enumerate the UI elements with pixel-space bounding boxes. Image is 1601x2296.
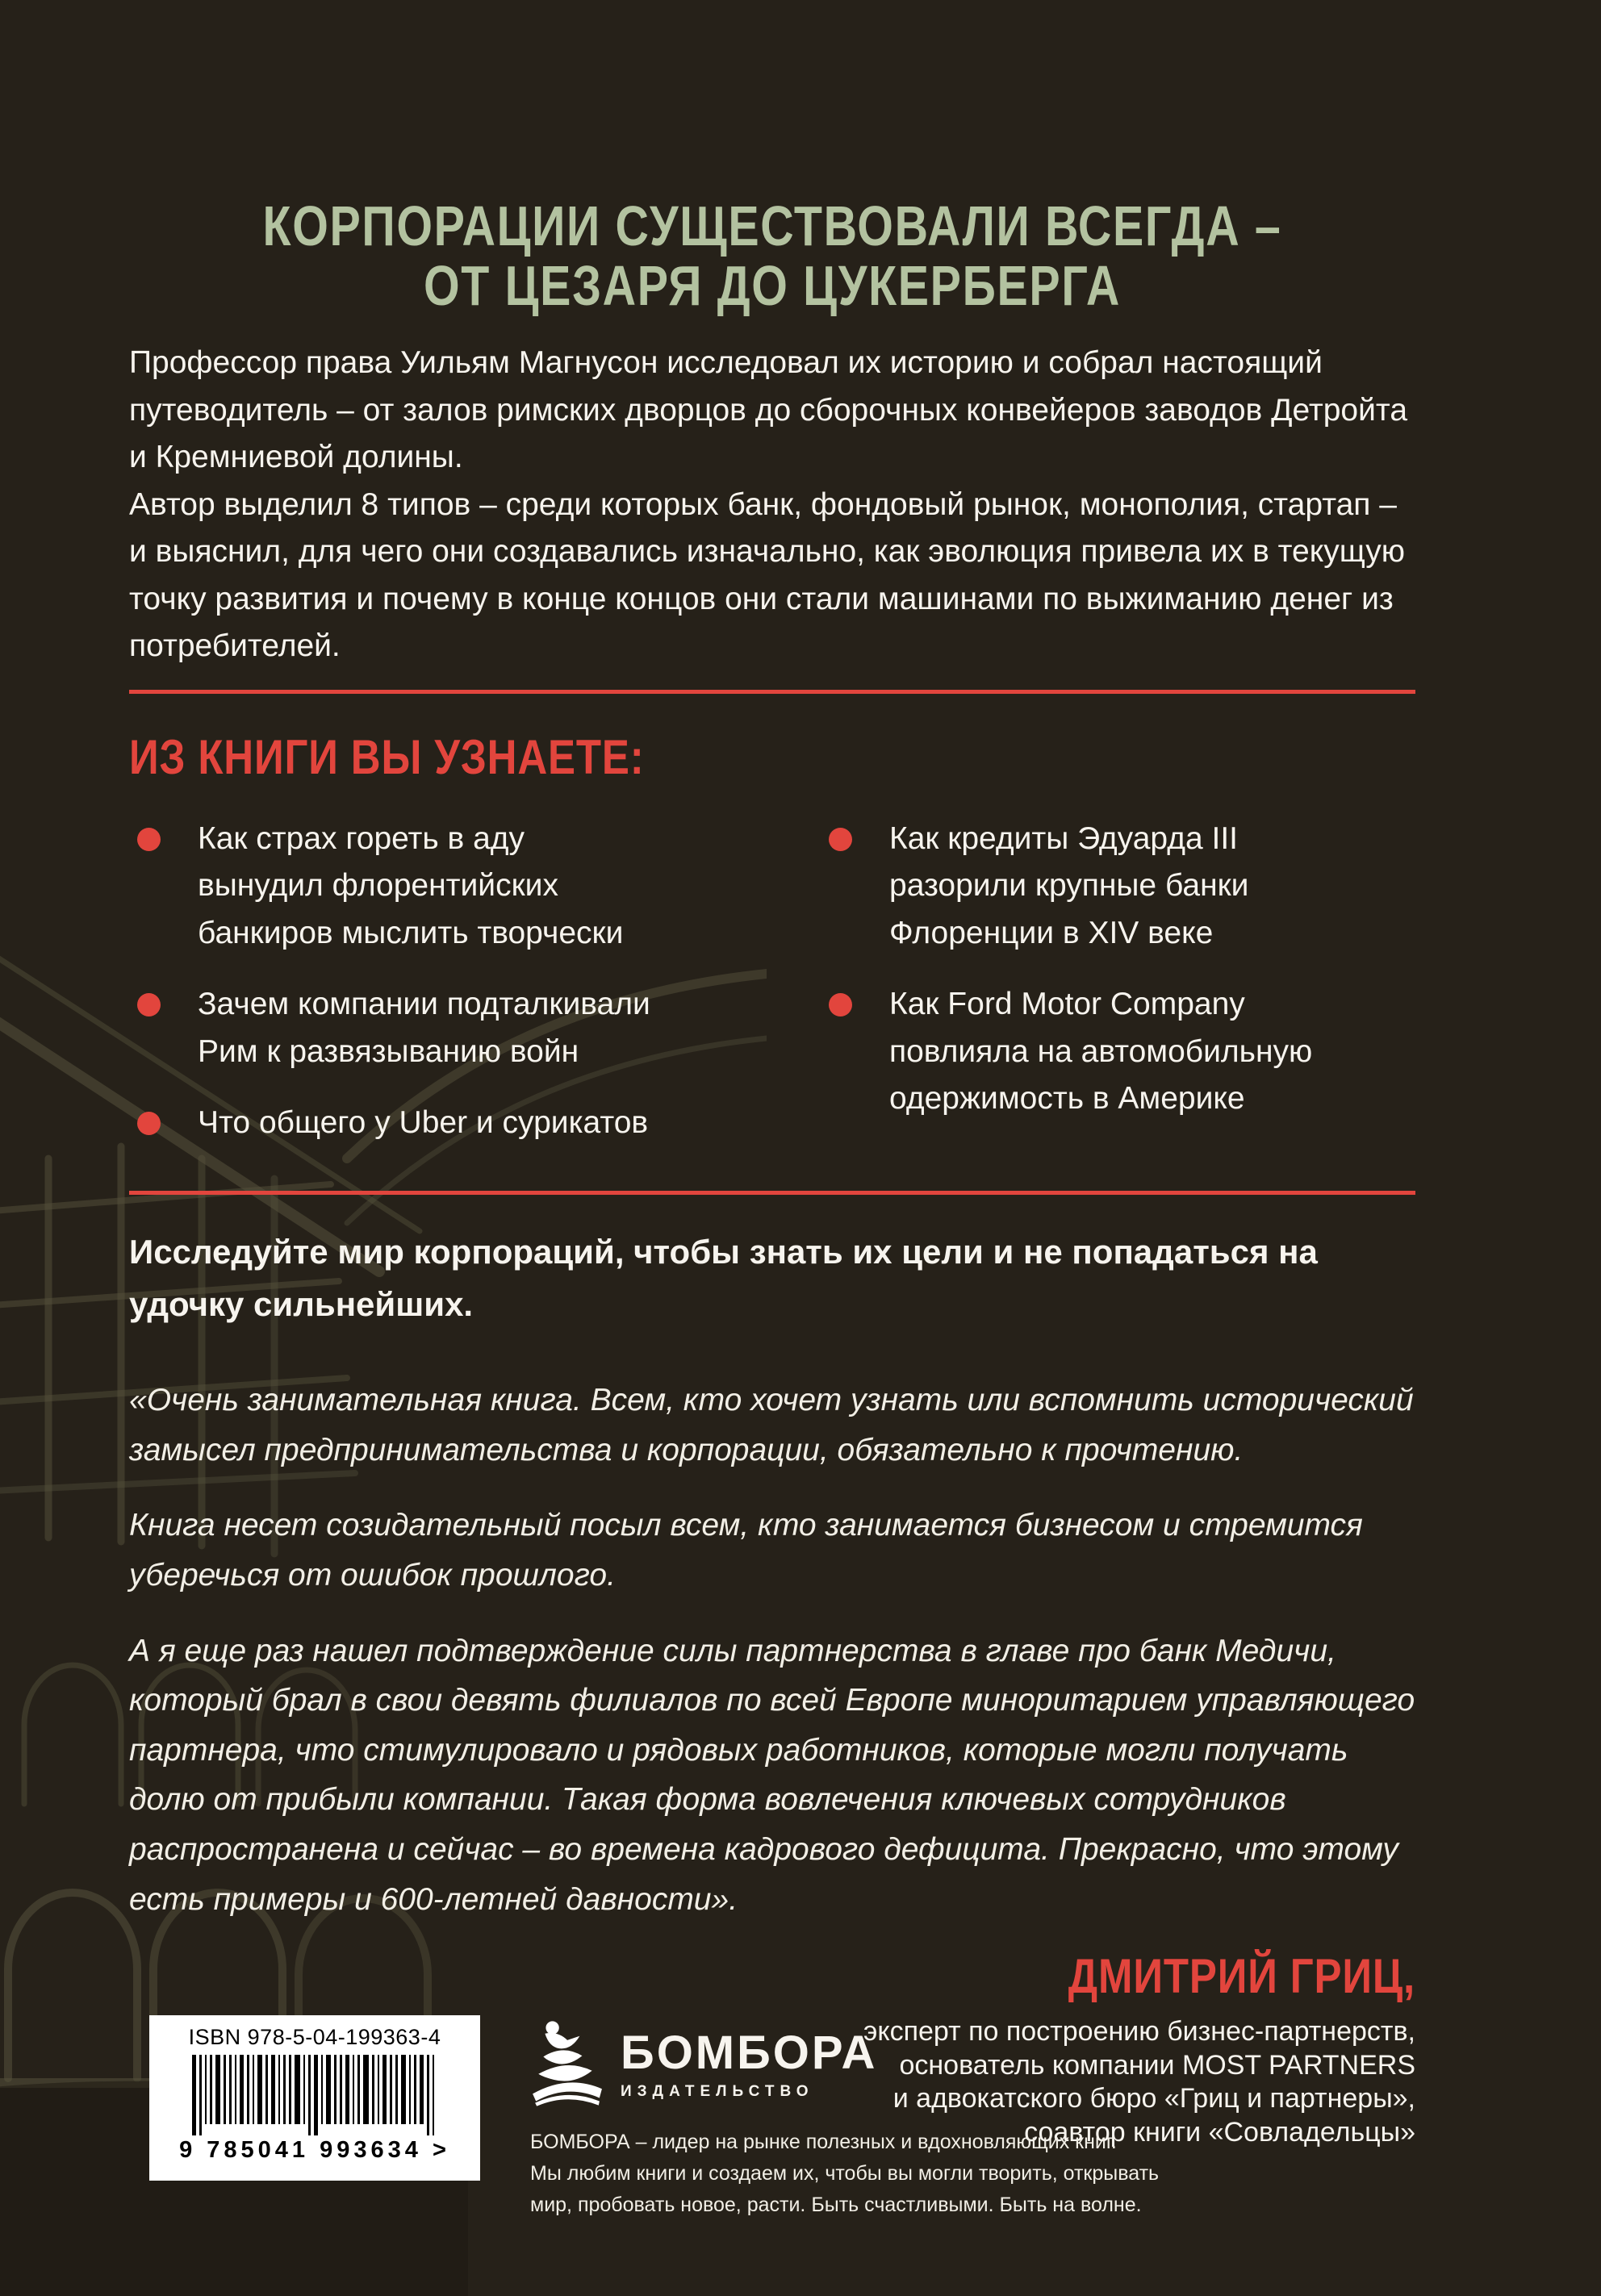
list-item-text: Зачем компании подталкивали Рим к развязыванию войн (198, 987, 650, 1069)
isbn-block (149, 2015, 480, 2181)
intro-text (129, 340, 1415, 670)
reviewer-credential: соавтор книги «Совладельцы» (1024, 2116, 1415, 2148)
publisher-logo (530, 2018, 1159, 2107)
learn-list-left-column (129, 816, 724, 1171)
footer-block (149, 2015, 1159, 2220)
page-title (129, 0, 1415, 318)
bombora-logo-icon (530, 2018, 604, 2107)
learn-section-heading: ИЗ КНИГИ ВЫ УЗНАЕТЕ: (129, 729, 645, 784)
barcode-digits: 9 785041 993634 > (179, 2137, 450, 2163)
review-paragraph-2: Книга несет созидательный посыл всем, кто занимается бизнесом и стремится уберечься от ошибок прошлого. (129, 1508, 1363, 1593)
list-item (129, 1100, 658, 1147)
review-paragraph-3: А я еще раз нашел подтверждение силы партнерства в главе про банк Медичи, который брал в свои девять филиалов по всей Европе миноритарием управляющего партнера, что стимулировало и рядовых работников, которые могли получать долю от прибыли компании. Такая форма вовлечения ключевых сотрудников распространена и сейчас – во времена кадрового дефицита. Прекрасно, что этому есть примеры и 600-летней давности». (129, 1633, 1415, 1917)
bullet-dot-icon (137, 993, 161, 1017)
learn-list (129, 816, 1415, 1171)
intro-paragraph-1: Профессор права Уильям Магнусон исследовал их историю и собрал настоящий путеводитель – от залов римских дворцов до сборочных конвейеров заводов Детройта и Кремниевой долины. (129, 345, 1408, 475)
publisher-subtitle: ИЗДАТЕЛЬСТВО (621, 2083, 814, 2100)
red-divider-top (129, 690, 1415, 694)
reviewer-credential: основатель компании MOST PARTNERS (899, 2049, 1415, 2081)
reviewer-credential: и адвокатского бюро «Гриц и партнеры», (892, 2083, 1415, 2114)
list-item-text: Как кредиты Эдуарда III разорили крупные банки Флоренции в XIV веке (889, 820, 1249, 950)
review-quote (129, 1376, 1415, 1924)
barcode-bars (192, 2055, 437, 2137)
tagline-line-1: БОМБОРА – лидер на рынке полезных и вдохновляющих книг. (530, 2131, 1117, 2153)
title-line-2: ОТ ЦЕЗАРЯ ДО ЦУКЕРБЕРГА (424, 254, 1121, 318)
publisher-titles (621, 2018, 877, 2101)
list-item-text: Как Ford Motor Company повлияла на автомобильную одержимость в Америке (889, 987, 1313, 1117)
title-line-1: КОРПОРАЦИИ СУЩЕСТВОВАЛИ ВСЕГДА – (262, 194, 1282, 257)
list-item (129, 816, 658, 958)
list-item (129, 981, 658, 1075)
tagline-line-2: Мы любим книги и создаем их, чтобы вы могли творить, открывать (530, 2161, 1160, 2185)
isbn-number: ISBN 978-5-04-199363-4 (188, 2025, 441, 2049)
learn-list-right-column (821, 816, 1415, 1171)
review-paragraph-1: «Очень занимательная книга. Всем, кто хочет узнать или вспомнить исторический замысел предпринимательства и корпорации, обязательно к прочтению. (129, 1383, 1414, 1467)
bullet-dot-icon (137, 1112, 161, 1135)
red-divider-bottom (129, 1191, 1415, 1195)
callout-text: Исследуйте мир корпораций, чтобы знать их цели и не попадаться на удочку сильнейших. (129, 1232, 1318, 1323)
tagline-line-3: мир, пробовать новое, расти. Быть счастливыми. Быть на волне. (530, 2193, 1142, 2216)
intro-paragraph-2: Автор выделил 8 типов – среди которых банк, фондовый рынок, монополия, стартап – и выяснил, для чего они создавались изначально, как эволюция привела их в текущую точку развития и почему в конце концов они стали машинами по выжиманию денег из потребителей. (129, 486, 1406, 664)
list-item (821, 981, 1349, 1123)
bullet-dot-icon (137, 828, 161, 851)
list-item-text: Как страх гореть в аду вынудил флорентийских банкиров мыслить творчески (198, 820, 624, 950)
reviewer-credential: эксперт по построению бизнес-партнерств, (863, 2016, 1415, 2048)
bullet-dot-icon (829, 828, 852, 851)
list-item-text: Что общего у Uber и сурикатов (198, 1105, 649, 1141)
publisher-name: БОМБОРА (621, 2027, 878, 2079)
list-item (821, 816, 1349, 958)
bullet-dot-icon (829, 993, 852, 1017)
reviewer-name: ДМИТРИЙ ГРИЦ, (1068, 1949, 1415, 2004)
publisher-block (530, 2015, 1159, 2220)
publisher-tagline (530, 2127, 1159, 2220)
